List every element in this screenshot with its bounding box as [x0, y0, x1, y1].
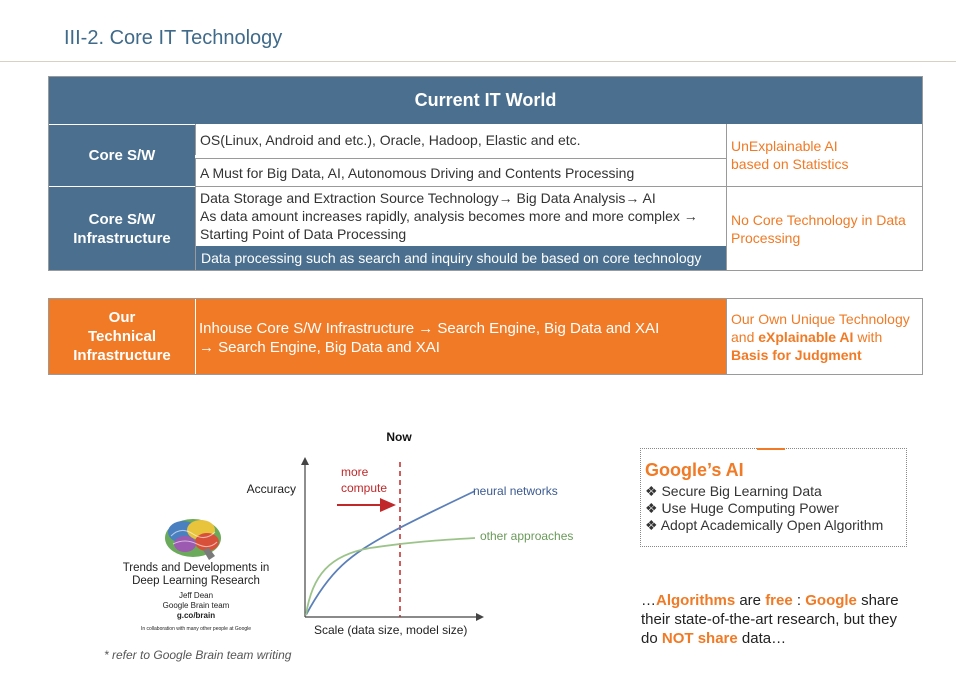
x-axis-arrow-icon [476, 613, 484, 621]
core-infra-line-3: Starting Point of Data Processing [200, 226, 407, 242]
more-label: more [341, 465, 369, 479]
reference-note: * refer to Google Brain team writing [104, 648, 292, 662]
xai-emphasis: eXplainable AI [758, 329, 854, 345]
our-infra-text [195, 299, 726, 374]
brain-author: Jeff Dean [178, 591, 214, 600]
core-infra-label-line-1: Core S/W [88, 210, 156, 228]
core-infra-line-2: As data amount increases rapidly, analysis becomes more and more complex → [200, 208, 698, 224]
our-infra-label-line-1: Our [108, 309, 136, 326]
diamond-bullet-icon: ❖ [645, 517, 658, 533]
core-infra-label-line-2: Infrastructure [73, 229, 171, 247]
our-infra-label [49, 299, 195, 374]
our-infra-note [726, 299, 922, 374]
our-infra-text-line-2: → Search Engine, Big Data and XAI [199, 339, 440, 356]
our-infra-note-line-2: and eXplainable AI with [731, 329, 883, 345]
our-infra-label-line-2: Technical [87, 328, 157, 345]
accuracy-label: Accuracy [246, 482, 296, 496]
list-item: ❖ Use Huge Computing Power [645, 500, 839, 516]
core-infra-line-4: Data processing such as search and inquiry should be based on core technology [195, 246, 726, 270]
more-compute-arrow-icon [337, 498, 396, 512]
algorithms-quote: …Algorithms are free : Google share their state-of-the-art research, but they do NOT share data… [641, 592, 899, 647]
core-infra-note-line-2: Processing [731, 230, 801, 246]
page-title: III-2. Core IT Technology [64, 27, 283, 49]
list-item: ❖ Secure Big Learning Data [645, 483, 822, 499]
now-label: Now [386, 430, 412, 444]
list-item: ❖ Adopt Academically Open Algorithm [645, 517, 884, 533]
brain-logo-icon [163, 516, 227, 562]
box-accent [757, 448, 785, 450]
our-infra-text-line-1: Inhouse Core S/W Infrastructure → Search Engine, Big Data and XAI [199, 320, 660, 337]
core-sw-line-1: OS(Linux, Android and etc.), Oracle, Hadoop, Elastic and etc. [195, 124, 726, 155]
google-ai-title: Google’s AI [645, 460, 744, 480]
brain-collab: In collaboration with many other people at Google [140, 626, 252, 632]
core-infra-text [195, 187, 726, 246]
our-infra-note-line-1: Our Own Unique Technology [731, 311, 910, 327]
core-sw-label: Core S/W [49, 124, 195, 186]
brain-caption [108, 562, 284, 633]
our-infra-label-line-3: Infrastructure [73, 347, 171, 364]
core-sw-note-line-2: based on Statistics [731, 156, 849, 172]
compute-label: compute [341, 481, 388, 495]
core-infra-line-1: Data Storage and Extraction Source Technology→ Big Data Analysis→ AI [200, 190, 656, 206]
our-infra-table [48, 298, 923, 375]
brain-title-line-1: Trends and Developments in [122, 562, 270, 574]
core-sw-note [726, 124, 922, 186]
core-infra-label [49, 186, 195, 270]
other-approaches-label: other approaches [480, 529, 574, 543]
accuracy-scale-chart [246, 425, 590, 645]
y-axis-arrow-icon [301, 457, 309, 465]
x-axis-label: Scale (data size, model size) [314, 623, 468, 637]
core-infra-note [726, 187, 922, 270]
google-ai-box [640, 448, 907, 547]
diamond-bullet-icon: ❖ [645, 500, 658, 516]
neural-networks-curve [306, 491, 475, 615]
our-infra-note-line-3: Basis for Judgment [731, 347, 862, 363]
current-it-table [48, 76, 923, 271]
title-divider [0, 61, 956, 62]
brain-title-line-2: Deep Learning Research [132, 575, 260, 587]
brain-team: Google Brain team [162, 601, 230, 610]
table-header: Current IT World [49, 77, 922, 124]
core-infra-note-line-1: No Core Technology in Data [731, 212, 906, 228]
diamond-bullet-icon: ❖ [645, 483, 658, 499]
brain-link: g.co/brain [176, 611, 216, 620]
neural-networks-label: neural networks [473, 484, 558, 498]
core-sw-note-line-1: UnExplainable AI [731, 138, 838, 154]
core-sw-line-2: A Must for Big Data, AI, Autonomous Driving and Contents Processing [195, 159, 726, 186]
